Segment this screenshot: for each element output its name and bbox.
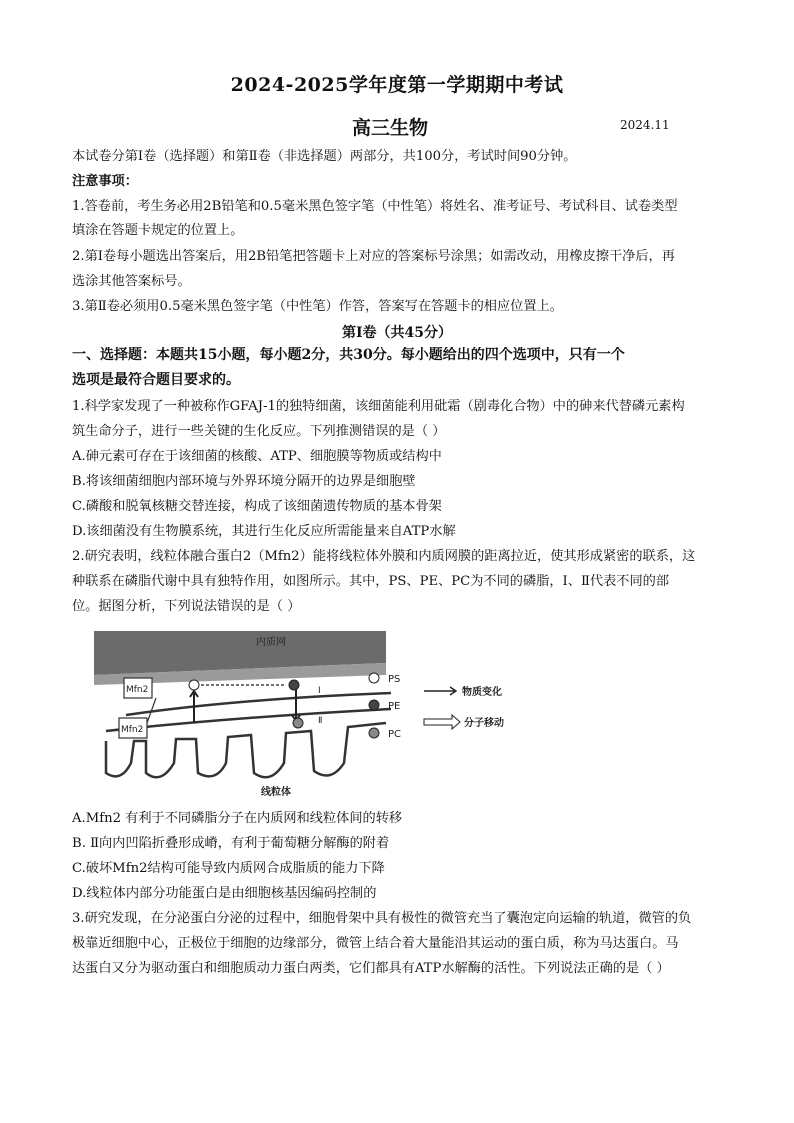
section-1-heading-a: 一、选择题：本题共15小题，每小题2分，共30分。每小题给出的四个选项中，只有一个 xyxy=(72,347,625,363)
notice-3: 3.第Ⅱ卷必须用0.5毫米黑色签字笔（中性笔）作答，答案写在答题卡的相应位置上。 xyxy=(72,299,563,314)
notice-2a: 2.第Ⅰ卷每小题选出答案后，用2B铅笔把答题卡上对应的答案标号涂黑；如需改动，用橡皮擦干净后，再 xyxy=(72,249,675,264)
q2-option-a: A.Mfn2 有利于不同磷脂分子在内质网和线粒体间的转移 xyxy=(72,811,403,826)
q2-option-c: C.破坏Mfn2结构可能导致内质网合成脂质的能力下降 xyxy=(72,861,385,876)
pe-molecule xyxy=(289,680,299,690)
site-2-label: Ⅱ xyxy=(318,716,323,726)
notice-1a: 1.答卷前，考生务必用2B铅笔和0.5毫米黑色签字笔（中性笔）将姓名、准考证号、考试科目、试卷类型 xyxy=(72,199,678,214)
intro-line: 本试卷分第Ⅰ卷（选择题）和第Ⅱ卷（非选择题）两部分，共100分，考试时间90分钟。 xyxy=(72,149,577,164)
mito-label: 线粒体 xyxy=(261,787,291,798)
mfn2-bottom-label: Mfn2 xyxy=(121,725,144,735)
legend-change-arrow xyxy=(424,687,456,695)
pc-molecule xyxy=(293,718,303,728)
legend-pc-label: PC xyxy=(388,729,402,740)
q1-stem-b: 筑生命分子，进行一些关键的生化反应。下列推测错误的是（ ） xyxy=(72,424,446,439)
legend-move-arrow xyxy=(424,715,460,729)
q1-option-c: C.磷酸和脱氧核糖交替连接，构成了该细菌遗传物质的基本骨架 xyxy=(72,499,442,514)
legend-pe-label: PE xyxy=(388,701,401,712)
er-label: 内质网 xyxy=(256,637,286,648)
exam-date: 2024.11 xyxy=(620,118,670,132)
q1-option-b: B.将该细菌细胞内部环境与外界环境分隔开的边界是细胞壁 xyxy=(72,474,416,489)
site-1-label: Ⅰ xyxy=(318,686,321,696)
q2-stem-a: 2.研究表明，线粒体融合蛋白2（Mfn2）能将线粒体外膜和内质网膜的距离拉近，使其形成紧密的联系，这 xyxy=(72,549,696,564)
section-1-heading-b: 选项是最符合题目要求的。 xyxy=(72,372,240,388)
mito-cristae xyxy=(106,723,386,777)
mfn2-diagram xyxy=(86,623,526,798)
legend-ps-label: PS xyxy=(388,674,401,685)
q2-stem-b: 种联系在磷脂代谢中具有独特作用，如图所示。其中，PS、PE、PC为不同的磷脂，Ⅰ、Ⅱ代表不同的部 xyxy=(72,574,670,589)
ps-molecule xyxy=(189,680,199,690)
q2-option-d: D.线粒体内部分功能蛋白是由细胞核基因编码控制的 xyxy=(72,886,377,901)
legend-pc-icon xyxy=(369,728,379,738)
q1-stem-a: 1.科学家发现了一种被称作GFAJ-1的独特细菌，该细菌能利用砒霜（剧毒化合物）中的砷来代替磷元素构 xyxy=(72,399,685,414)
q2-stem-c: 位。据图分析，下列说法错误的是（ ） xyxy=(72,599,301,614)
notice-heading: 注意事项： xyxy=(72,174,138,189)
legend-pe-icon xyxy=(369,700,379,710)
section-1-title: 第Ⅰ卷（共45分） xyxy=(341,325,453,341)
notice-2b: 选涂其他答案标号。 xyxy=(72,274,191,289)
exam-title: 2024-2025学年度第一学期期中考试 xyxy=(230,74,564,96)
exam-subject: 高三生物 xyxy=(352,117,429,139)
legend-ps-icon xyxy=(369,673,379,683)
down-arrow xyxy=(292,689,300,721)
q3-stem-c: 达蛋白又分为驱动蛋白和细胞质动力蛋白两类，它们都具有ATP水解酶的活性。下列说法正确的是（ ） xyxy=(72,961,670,976)
q2-option-b: B. Ⅱ向内凹陷折叠形成嵴，有利于葡萄糖分解酶的附着 xyxy=(72,836,390,851)
notice-1b: 填涂在答题卡规定的位置上。 xyxy=(72,223,244,238)
legend-change-label: 物质变化 xyxy=(462,687,502,698)
legend-move-label: 分子移动 xyxy=(464,718,504,729)
mfn2-top-label: Mfn2 xyxy=(126,685,149,695)
q3-stem-b: 极靠近细胞中心，正极位于细胞的边缘部分，微管上结合着大量能沿其运动的蛋白质，称为马达蛋白。马 xyxy=(72,936,679,951)
q1-option-d: D.该细菌没有生物膜系统，其进行生化反应所需能量来自ATP水解 xyxy=(72,524,456,539)
q3-stem-a: 3.研究发现，在分泌蛋白分泌的过程中，细胞骨架中具有极性的微管充当了囊泡定向运输的轨道，微管的负 xyxy=(72,911,692,926)
q1-option-a: A.砷元素可存在于该细菌的核酸、ATP、细胞膜等物质或结构中 xyxy=(72,449,442,464)
